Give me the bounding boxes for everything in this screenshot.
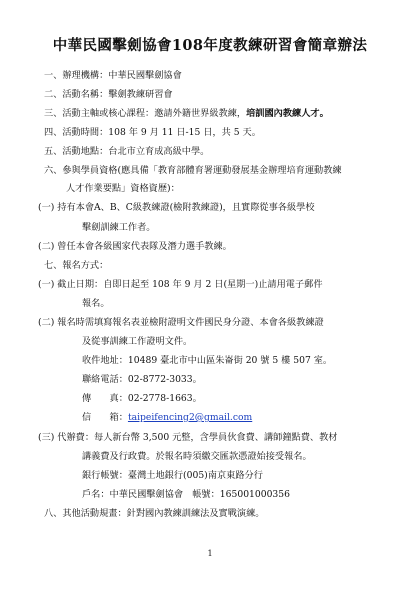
sub-item-documents-cont: 及從事訓練工作證明文件。 xyxy=(82,336,193,347)
sub-item-documents: (二) 報名時需填寫報名表並檢附證明文件國民身分證、本會各級教練證 xyxy=(38,317,324,328)
document-title: 中華民國擊劍協會108年度教練研習會簡章辦法 xyxy=(52,37,368,54)
sub-item-fee-cont: 講義費及行政費。於報名時須繳交匯款憑證始接受報名。 xyxy=(82,451,312,462)
item-activity-name: 二、活動名稱：擊劍教練研習會 xyxy=(44,89,173,100)
item-core-course xyxy=(44,108,329,120)
sub-item-national-team-coach: (二) 曾任本會各級國家代表隊及潛力選手教練。 xyxy=(38,241,232,252)
mailing-address: 收件地址：10489 臺北市中山區朱崙街 20 號 5 樓 507 室。 xyxy=(82,355,333,366)
email-link[interactable]: taipeifencing2@gmail.com xyxy=(127,412,253,423)
email-row xyxy=(82,412,252,424)
fax-number: 傳 真：02-2778-1663。 xyxy=(82,393,202,404)
account-name-number: 戶名：中華民國擊劍協會 帳號：165001000356 xyxy=(82,489,290,500)
sub-item-coach-license: (一) 持有本會A、B、C級教練證(檢附教練證)，且實際從事各級學校 xyxy=(38,202,315,213)
item-other-plans: 八、其他活動規畫：針對國內教練訓練法及實戰演練。 xyxy=(44,508,265,519)
item-registration: 七、報名方式： xyxy=(44,260,109,271)
item-activity-time: 四、活動時間：108 年 9 月 11 日-15 日，共 5 天。 xyxy=(44,127,261,138)
sub-item-deadline: (一) 截止日期：自即日起至 108 年 9 月 2 日(星期一)止請用電子郵件 xyxy=(38,279,323,290)
item-core-course-highlight: 培訓國內教練人才。 xyxy=(246,108,329,119)
item-organizer: 一、辦理機構：中華民國擊劍協會 xyxy=(44,70,182,81)
contact-phone: 聯絡電話：02-8772-3033。 xyxy=(82,374,202,385)
sub-item-coach-license-cont: 擊劍訓練工作者。 xyxy=(82,222,156,233)
page-number: 1 xyxy=(207,549,213,558)
item-eligibility-cont: 人才作業要點」資格資歷)： xyxy=(66,183,180,194)
item-eligibility: 六、參與學員資格(應具備「教育部體育署運動發展基金辦理培育運動教練 xyxy=(44,165,342,176)
item-core-course-text: 三、活動主軸或核心課程：邀請外籍世界級教練， xyxy=(44,108,247,119)
item-activity-location: 五、活動地點：台北市立育成高級中學。 xyxy=(44,146,210,157)
email-label: 信 箱： xyxy=(82,412,128,423)
bank-account-info: 銀行帳號：臺灣土地銀行(005)南京東路分行 xyxy=(82,470,263,481)
sub-item-fee: (三) 代辦費：每人新台幣 3,500 元整，含學員伙食費、講師鐘點費、教材 xyxy=(38,432,338,443)
sub-item-deadline-cont: 報名。 xyxy=(82,298,110,309)
